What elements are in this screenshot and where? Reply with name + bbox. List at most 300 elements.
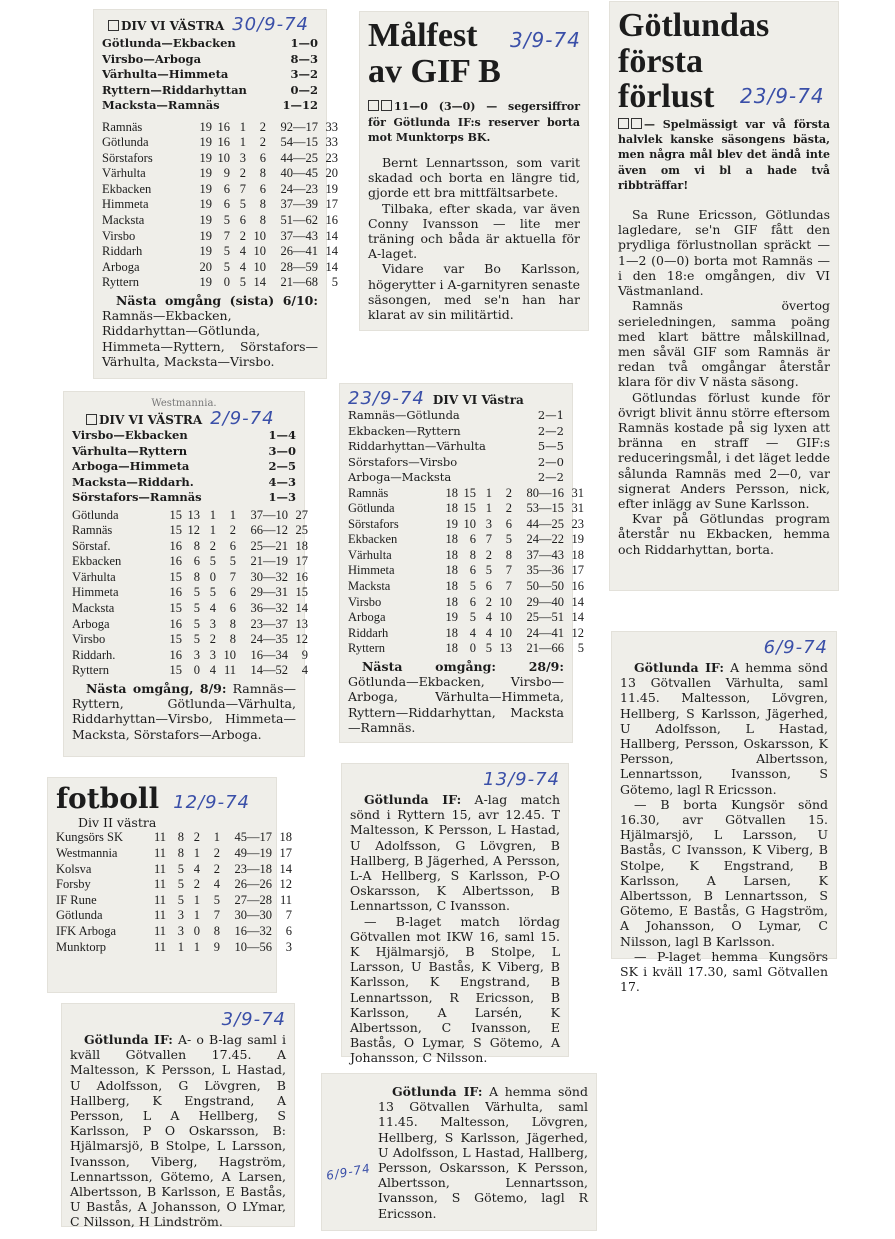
lead-bold: Götlunda IF: <box>84 1032 173 1047</box>
body <box>618 207 830 557</box>
cell-played: 19 <box>199 150 212 165</box>
cell-points: 14 <box>325 228 338 243</box>
cell-points: 16 <box>325 213 338 228</box>
cell-lost: 6 <box>259 181 266 196</box>
cell-lost: 10 <box>499 594 512 609</box>
table-row <box>56 939 292 956</box>
table-row <box>348 625 584 642</box>
cell-points: 5 <box>331 275 338 290</box>
paragraph <box>618 390 830 512</box>
cell-lost: 2 <box>259 119 266 134</box>
cell-points: 31 <box>571 501 584 516</box>
cell-lost: 7 <box>213 908 220 923</box>
lead-text: — Spelmässigt var vå första halvlek kanske säsongens bästa, men några mål blev det ändå inte även om vi bl a hade två ribbträffar! <box>618 118 830 192</box>
paragraph-text: Tilbaka, efter skada, var även Conny Ivansson — lite mer träning och båda är aktuella för A-laget. <box>368 200 580 262</box>
clip-lineup-13sep <box>342 764 568 1066</box>
headline-line: första <box>618 42 703 80</box>
cell-lost: 2 <box>213 861 220 876</box>
result-row <box>72 475 296 491</box>
cell-goals: 21—68 <box>280 275 318 290</box>
body <box>620 660 828 994</box>
cell-won: 5 <box>177 861 184 876</box>
section-header: Div II västra <box>78 815 157 831</box>
cell-team-name: Himmeta <box>102 197 149 212</box>
table-row <box>72 538 308 555</box>
lead-bold: Götlunda IF: <box>392 1084 483 1099</box>
cell-played: 19 <box>445 610 458 625</box>
cell-drawn: 7 <box>485 532 492 547</box>
cell-team-name: Ekbacken <box>102 181 152 196</box>
headline-line: Målfest <box>368 17 478 54</box>
table-row <box>56 877 292 893</box>
clip-div6-23sep <box>340 384 584 742</box>
cell-won: 5 <box>193 632 200 647</box>
paragraph <box>618 207 830 298</box>
result-match: Ryttern—Riddarhyttan <box>102 82 247 97</box>
result-match: Macksta—Riddarh. <box>72 474 194 489</box>
cell-points: 14 <box>571 594 584 609</box>
cell-drawn: 1 <box>485 501 492 516</box>
results-list <box>102 36 318 114</box>
cell-played: 11 <box>153 845 166 860</box>
cell-lost: 7 <box>229 569 236 584</box>
cell-played: 15 <box>169 601 182 616</box>
header-line <box>56 784 268 813</box>
cell-team-name: Värhulta <box>102 166 146 181</box>
cell-points: 16 <box>571 579 584 594</box>
paragraph-text: — P-laget hemma Kungsörs SK i kväll 17.30, saml Götvallen 17. <box>620 948 828 995</box>
cell-goals: 92—17 <box>280 119 318 134</box>
body <box>368 155 580 322</box>
cell-drawn: 2 <box>193 877 200 892</box>
cell-drawn: 2 <box>485 594 492 609</box>
box-icon <box>368 100 379 111</box>
cell-lost: 5 <box>229 554 236 569</box>
table-row <box>348 610 584 626</box>
cell-won: 6 <box>469 563 476 578</box>
result-score: 3—2 <box>290 67 318 81</box>
cell-lost: 1 <box>229 507 236 522</box>
paragraph <box>618 511 830 557</box>
cell-team-name: Götlunda <box>56 908 103 923</box>
cell-drawn: 7 <box>239 181 246 196</box>
cell-lost: 2 <box>505 501 512 516</box>
cell-points: 5 <box>577 641 584 656</box>
cell-played: 15 <box>169 663 182 678</box>
cell-lost: 1 <box>213 830 220 845</box>
cell-won: 6 <box>223 181 230 196</box>
cell-points: 31 <box>571 485 584 500</box>
section-header <box>86 413 202 427</box>
cell-won: 13 <box>187 507 200 522</box>
paragraph <box>620 797 828 949</box>
cell-team-name: Ramnäs <box>72 523 113 538</box>
cell-points: 12 <box>571 625 584 640</box>
cell-drawn: 5 <box>485 563 492 578</box>
cell-played: 11 <box>153 861 166 876</box>
table-row <box>102 259 338 276</box>
cell-won: 5 <box>193 616 200 631</box>
cell-drawn: 4 <box>485 625 492 640</box>
cell-played: 18 <box>445 625 458 640</box>
cell-drawn: 2 <box>193 830 200 845</box>
cell-won: 5 <box>177 877 184 892</box>
cell-won: 0 <box>469 641 476 656</box>
cell-drawn: 1 <box>209 523 216 538</box>
cell-goals: 35—36 <box>526 563 564 578</box>
cell-points: 12 <box>295 632 308 647</box>
cell-drawn: 4 <box>239 244 246 259</box>
cell-points: 11 <box>279 892 292 907</box>
table-row <box>348 594 584 611</box>
cell-team-name: Riddarh <box>348 625 389 640</box>
cell-won: 8 <box>193 538 200 553</box>
paragraph-text: — B borta Kungsör sönd 16.30, avr Götvallen 15. Hjälmarsjö, L Larsson, U Bastås, C Ivansson, K Viberg, B Stolpe, K Engstrand, B Karlsson, A Larsen, K Albertsson, B Lennartsson, S Götemo, E Bastås, G Hagström, A Johansson, O Lymar, C Nilsson, lagl B Karlsson. <box>620 796 828 949</box>
result-row <box>102 98 318 114</box>
body-text: A- o B-lag saml i kväll Götvallen 17.45. A Maltesson, K Persson, L Hastad, U Adolfsson, G Lövgren, B Hallberg, K Engstrand, A Persson, L A Hellberg, S Karlsson, P O Oskarsson, B: Hjälmarsjö, B Stolpe, L Larsson, Ivansson, Viberg, Hagström, Lennartsson, Götemo, A Larsen, Albertsson, B Karlsson, E Bastås, U Bastås, A Johansson, O LYmar, C Nilsson, H Lindström. <box>70 1032 286 1230</box>
cell-played: 16 <box>169 647 182 662</box>
result-score: 1—0 <box>290 36 318 50</box>
cell-drawn: 2 <box>485 547 492 562</box>
table-row <box>102 244 338 260</box>
table-row <box>56 861 292 878</box>
cell-drawn: 1 <box>193 845 200 860</box>
cell-won: 12 <box>187 523 200 538</box>
cell-drawn: 1 <box>239 135 246 150</box>
cell-won: 8 <box>193 569 200 584</box>
standings-table <box>56 830 292 955</box>
table-row <box>72 523 308 539</box>
cell-drawn: 6 <box>239 213 246 228</box>
cell-lost: 8 <box>229 632 236 647</box>
cell-goals: 29—40 <box>526 594 564 609</box>
cell-team-name: Ekbacken <box>72 554 122 569</box>
headline-line: Götlundas <box>618 7 770 44</box>
cell-won: 10 <box>463 516 476 531</box>
section-header <box>108 19 224 33</box>
headline-line: förlust <box>618 78 715 116</box>
cell-goals: 25—21 <box>250 538 288 553</box>
cell-team-name: Himmeta <box>348 563 395 578</box>
handwritten-date: 6/9-74 <box>763 637 828 658</box>
cell-drawn: 4 <box>209 663 216 678</box>
cell-drawn: 2 <box>239 228 246 243</box>
result-score: 2—2 <box>537 470 564 484</box>
result-match: Virsbo—Ekbacken <box>72 428 188 442</box>
table-row <box>348 501 584 517</box>
table-row <box>348 516 584 533</box>
table-row <box>72 616 308 633</box>
cell-points: 33 <box>325 135 338 150</box>
cell-points: 20 <box>325 166 338 181</box>
table-row <box>72 632 308 648</box>
box-icon <box>108 20 119 31</box>
result-row <box>348 455 564 471</box>
cell-lost: 9 <box>213 939 220 954</box>
cell-points: 9 <box>301 647 308 662</box>
cell-goals: 24—23 <box>280 181 318 196</box>
header-text: DIV VI VÄSTRA <box>121 19 225 33</box>
headline-line: av GIF B <box>368 52 501 90</box>
cell-team-name: Sörstafors <box>102 150 153 165</box>
cell-points: 18 <box>279 830 292 845</box>
lead-bold: Götlunda IF: <box>364 792 462 807</box>
cell-goals: 37—43 <box>526 547 564 562</box>
cell-won: 15 <box>463 485 476 500</box>
cell-goals: 24—22 <box>526 532 564 547</box>
body-text: A hemma sönd 13 Götvallen Värhulta, saml 11.45. Maltesson, Lövgren, Hellberg, S Karlsson, Jägerhed, U Adolfsson, L Hastad, Hallberg, Persson, Oskarsson, K Persson, Albertsson, Lennartsson, Ivansson, S Götemo, lagl R Ericsson. <box>378 1084 588 1221</box>
cell-won: 0 <box>223 275 230 290</box>
cell-team-name: Värhulta <box>72 569 116 584</box>
cell-points: 23 <box>325 150 338 165</box>
cell-team-name: Westmannia <box>56 845 118 860</box>
cell-points: 14 <box>325 259 338 274</box>
cell-points: 6 <box>285 923 292 938</box>
table-row <box>348 641 584 657</box>
cell-drawn: 5 <box>485 641 492 656</box>
cell-won: 5 <box>223 244 230 259</box>
cell-won: 5 <box>193 601 200 616</box>
result-score: 3—0 <box>268 443 296 458</box>
clip-div6-2sep <box>64 392 308 756</box>
handwritten-date: 30/9-74 <box>232 14 310 35</box>
result-match: Ramnäs—Götlunda <box>348 408 460 422</box>
next-round-label: Nästa omgång (sista) 6/10: <box>116 293 318 309</box>
cell-won: 3 <box>193 647 200 662</box>
cell-goals: 21—66 <box>526 641 564 656</box>
cell-drawn: 5 <box>239 197 246 212</box>
cell-goals: 26—41 <box>280 244 318 259</box>
cell-won: 3 <box>177 908 184 923</box>
next-round-text: Ramnäs—Ryttern, Götlunda—Värhulta, Riddarhyttan—Virsbo, Himmeta—Macksta, Sörstafors—Arboga. <box>72 681 296 742</box>
cell-points: 14 <box>295 601 308 616</box>
cell-drawn: 1 <box>209 507 216 522</box>
cell-played: 19 <box>199 119 212 134</box>
cell-goals: 28—59 <box>280 259 318 274</box>
result-row <box>72 490 296 506</box>
cell-lost: 2 <box>259 135 266 150</box>
paragraph-text: Sa Rune Ericsson, Götlundas lagledare, se'n GIF fått den prydliga förlustnollan spräckt — 1—2 (0—0) borta mot Ramnäs — i den 18:e omgången, div VI Västmanland. <box>618 207 830 299</box>
table-row <box>56 923 292 940</box>
box-icon <box>381 100 392 111</box>
result-row <box>348 470 564 486</box>
section-header: DIV VI Västra <box>432 393 524 407</box>
header-text: DIV VI VÄSTRA <box>99 413 203 427</box>
table-row <box>102 150 338 167</box>
table-row <box>102 213 338 229</box>
result-score: 5—5 <box>537 439 564 453</box>
header-line <box>348 390 564 408</box>
paragraph-text: Götlundas förlust kunde för övrigt blivit ännu större eftersom Ramnäs kostade på sig lyxen att bränna en straff — GIF:s reduceringsmål, i det läget ledde sålunda Ramnäs med 2—0, var signerat Anders Persson, nick, efter inlägg av Sune Karlsson. <box>618 389 830 511</box>
cell-won: 5 <box>469 610 476 625</box>
cut-text: Westmannia. <box>151 398 217 409</box>
cell-points: 14 <box>279 861 292 876</box>
results-list <box>72 428 296 506</box>
cell-played: 15 <box>169 569 182 584</box>
cell-team-name: Ekbacken <box>348 532 398 547</box>
table-row <box>72 663 308 679</box>
cell-team-name: Macksta <box>72 601 115 616</box>
cell-team-name: Ryttern <box>72 663 109 678</box>
cell-won: 10 <box>217 150 230 165</box>
cell-played: 16 <box>169 538 182 553</box>
cell-goals: 16—34 <box>250 647 288 662</box>
cell-drawn: 3 <box>485 516 492 531</box>
table-row <box>56 845 292 862</box>
cell-lost: 10 <box>253 244 266 259</box>
cell-lost: 6 <box>259 150 266 165</box>
body <box>70 1032 286 1230</box>
cell-team-name: Arboga <box>348 610 386 625</box>
cell-team-name: Sörstafors <box>348 516 399 531</box>
next-round <box>72 681 296 742</box>
result-score: 8—3 <box>290 51 318 66</box>
clip-fotboll <box>48 778 292 992</box>
next-round <box>348 659 564 735</box>
paragraph <box>350 914 560 1066</box>
cell-goals: 50—50 <box>526 579 564 594</box>
cell-played: 15 <box>169 523 182 538</box>
table-row <box>72 647 308 664</box>
result-match: Värhulta—Ryttern <box>72 443 188 458</box>
paragraph <box>368 261 580 322</box>
paragraph <box>620 660 828 797</box>
cell-lost: 5 <box>505 532 512 547</box>
cell-lost: 10 <box>499 625 512 640</box>
cell-team-name: Ryttern <box>348 641 385 656</box>
paragraph <box>618 298 830 389</box>
cell-team-name: Arboga <box>102 259 140 274</box>
cell-lost: 7 <box>505 563 512 578</box>
cell-goals: 37—10 <box>250 507 288 522</box>
cell-team-name: Götlunda <box>102 135 149 150</box>
clip-lineup-6sep-right <box>612 632 836 995</box>
cell-goals: 21—19 <box>250 554 288 569</box>
cell-won: 6 <box>223 197 230 212</box>
result-row <box>348 408 564 424</box>
cell-points: 18 <box>295 538 308 553</box>
cell-won: 8 <box>177 830 184 845</box>
result-row <box>348 424 564 440</box>
cell-goals: 25—51 <box>526 610 564 625</box>
cell-played: 18 <box>445 547 458 562</box>
cell-goals: 24—41 <box>526 625 564 640</box>
cell-played: 18 <box>445 579 458 594</box>
table-row <box>56 908 292 924</box>
result-row <box>72 428 296 444</box>
cell-won: 9 <box>223 166 230 181</box>
cell-played: 18 <box>445 485 458 500</box>
cell-lost: 14 <box>253 275 266 290</box>
cell-goals: 45—17 <box>234 830 272 845</box>
next-round-text: Götlunda—Ekbacken, Virsbo—Arboga, Värhulta—Himmeta, Ryttern—Riddarhyttan, Macksta—Ramnäs. <box>348 674 564 735</box>
cell-drawn: 3 <box>209 647 216 662</box>
cell-points: 7 <box>285 908 292 923</box>
table-row <box>102 275 338 291</box>
cell-won: 6 <box>469 532 476 547</box>
result-score: 1—4 <box>268 428 296 442</box>
cell-won: 16 <box>217 119 230 134</box>
cell-goals: 29—31 <box>250 585 288 600</box>
cell-played: 11 <box>153 877 166 892</box>
standings-table <box>348 485 584 658</box>
cell-drawn: 5 <box>209 585 216 600</box>
cell-lost: 2 <box>505 485 512 500</box>
cell-drawn: 3 <box>239 150 246 165</box>
cell-team-name: Kolsva <box>56 861 92 876</box>
result-score: 2—1 <box>537 408 564 422</box>
cell-points: 14 <box>571 610 584 625</box>
cell-points: 14 <box>325 244 338 259</box>
cell-drawn: 4 <box>239 259 246 274</box>
cell-played: 11 <box>153 892 166 907</box>
table-row <box>102 181 338 198</box>
table-row <box>56 830 292 846</box>
cell-won: 7 <box>223 228 230 243</box>
cell-points: 18 <box>571 547 584 562</box>
cell-lost: 8 <box>213 923 220 938</box>
body <box>350 792 560 1066</box>
box-icon <box>618 118 629 129</box>
headline: fotboll <box>56 782 160 815</box>
handwritten-date: 23/9-74 <box>348 388 425 409</box>
table-row <box>348 532 584 548</box>
table-row <box>56 892 292 909</box>
cell-drawn: 5 <box>209 554 216 569</box>
cell-played: 19 <box>199 244 212 259</box>
table-row <box>72 585 308 601</box>
table-row <box>348 485 584 502</box>
cell-played: 15 <box>169 632 182 647</box>
cell-goals: 30—32 <box>250 569 288 584</box>
cell-goals: 10—56 <box>234 939 272 954</box>
cell-lost: 2 <box>213 845 220 860</box>
table-row <box>348 579 584 595</box>
cell-won: 8 <box>469 547 476 562</box>
cell-team-name: Arboga <box>72 616 110 631</box>
cell-won: 5 <box>193 585 200 600</box>
cell-team-name: Macksta <box>102 213 145 228</box>
cell-won: 0 <box>193 663 200 678</box>
results-list <box>348 408 564 486</box>
cell-lost: 6 <box>229 601 236 616</box>
cell-played: 16 <box>169 616 182 631</box>
cell-team-name: IF Rune <box>56 892 97 907</box>
result-match: Sörstafors—Ramnäs <box>72 490 202 504</box>
handwritten-date: 23/9-74 <box>740 84 825 108</box>
cell-drawn: 4 <box>193 861 200 876</box>
result-row <box>102 52 318 68</box>
cell-points: 19 <box>325 181 338 196</box>
paragraph <box>368 201 580 262</box>
cell-won: 6 <box>469 594 476 609</box>
result-score: 4—3 <box>268 474 296 489</box>
lead <box>368 99 580 145</box>
cell-drawn: 1 <box>193 892 200 907</box>
cell-won: 1 <box>177 939 184 954</box>
clip-malfest <box>360 12 588 330</box>
cell-team-name: Riddarh. <box>72 647 116 662</box>
result-match: Arboga—Himmeta <box>72 459 190 473</box>
date-strip <box>620 638 828 658</box>
cell-team-name: Macksta <box>348 579 391 594</box>
lead-bold: Götlunda IF: <box>634 660 724 675</box>
cell-lost: 10 <box>499 610 512 625</box>
table-row <box>72 601 308 617</box>
cell-drawn: 4 <box>485 610 492 625</box>
cell-team-name: Götlunda <box>348 501 395 516</box>
cell-played: 15 <box>169 507 182 522</box>
